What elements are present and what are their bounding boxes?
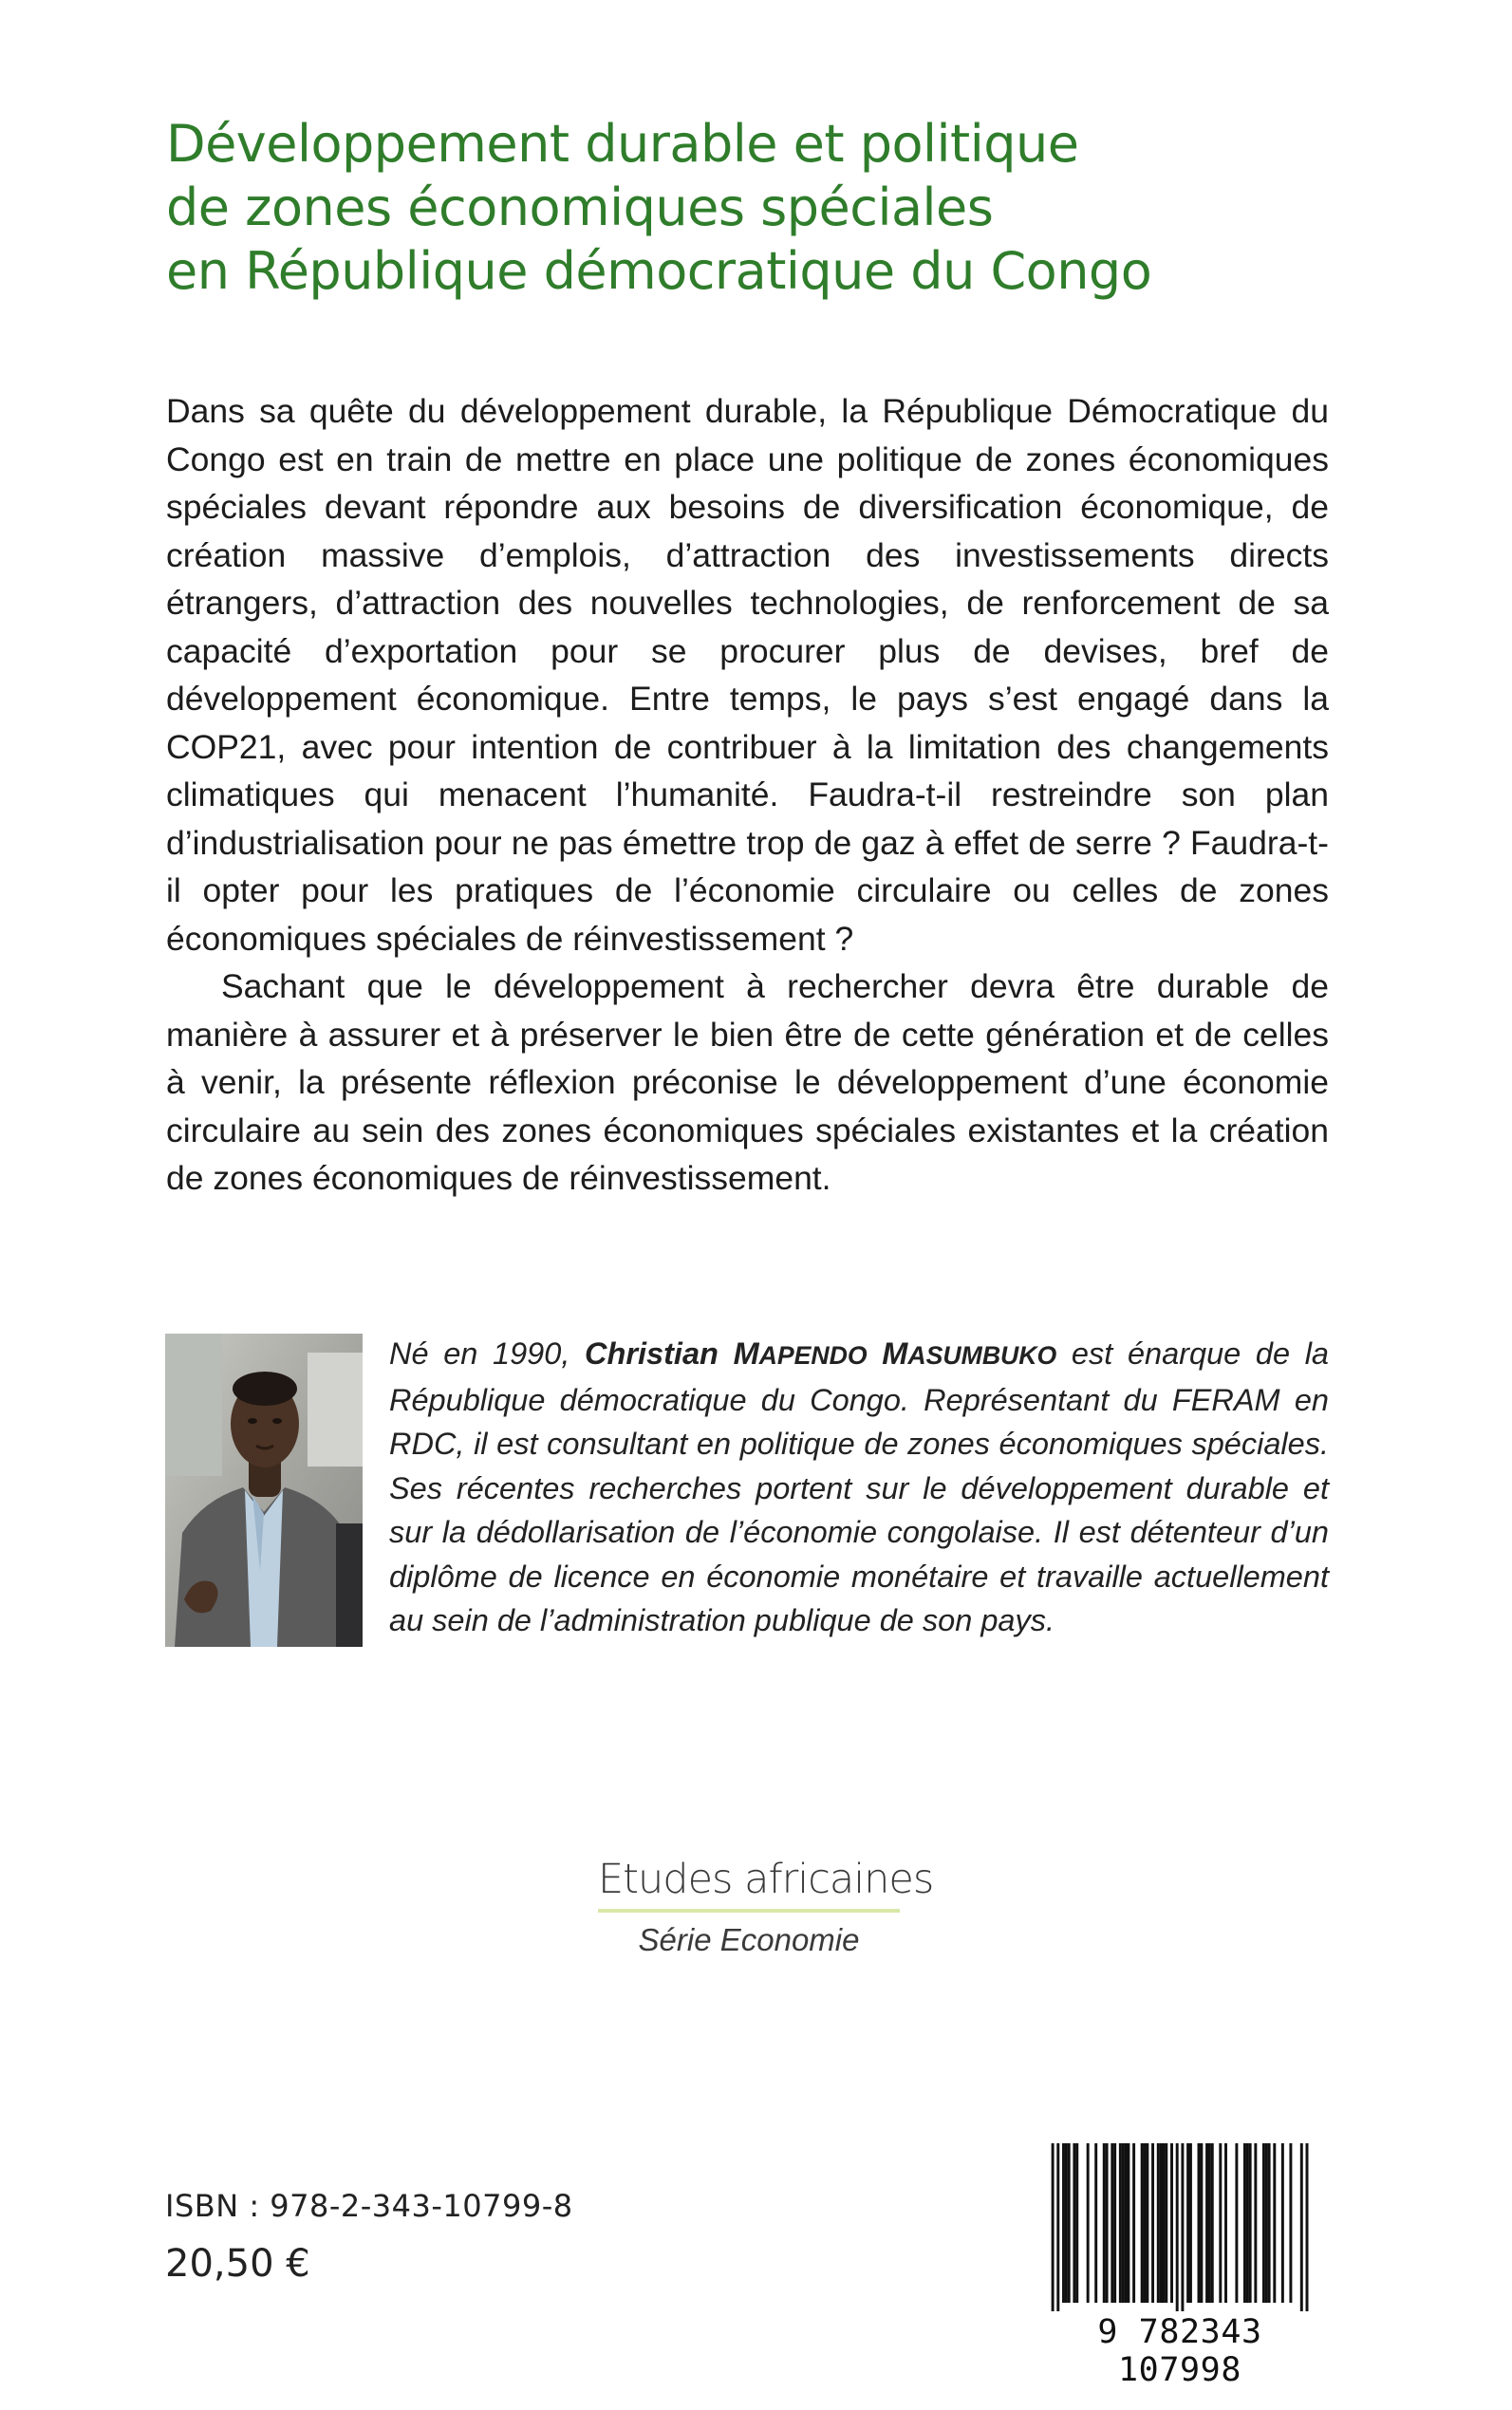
barcode-bar <box>1160 2143 1163 2303</box>
barcode-bar <box>1281 2143 1284 2303</box>
author-portrait-image <box>165 1334 363 1647</box>
barcode-bar <box>1119 2143 1122 2303</box>
barcode-bar <box>1157 2143 1160 2303</box>
barcode-bar <box>1127 2143 1129 2303</box>
barcode-bar <box>1249 2143 1252 2303</box>
barcode-bar <box>1246 2143 1249 2303</box>
author-surname-2-rest: ASUMBUKO <box>907 1341 1057 1370</box>
series-block <box>598 1856 934 1958</box>
barcode-bar <box>1289 2143 1292 2303</box>
barcode-bar <box>1103 2143 1106 2303</box>
barcode-bar <box>1087 2143 1090 2303</box>
author-photo <box>165 1334 363 1647</box>
series-subtitle: Série Economie <box>638 1922 860 1957</box>
barcode-bar <box>1262 2143 1265 2303</box>
barcode-guard-bar <box>1176 2143 1179 2311</box>
barcode-bars <box>1035 2136 1325 2311</box>
barcode-bar <box>1208 2143 1211 2303</box>
barcode <box>1035 2136 1325 2389</box>
barcode-bar <box>1265 2143 1268 2303</box>
barcode-bar <box>1144 2143 1147 2303</box>
barcode-bar <box>1235 2143 1238 2303</box>
summary-paragraph: Sachant que le développement à rechercher devra être durable de manière à assurer et à préserver le bien être de cette génération et de celles à venir, la présente réflexion préconise le développement d’une économie circulaire au sein des zones économiques spéciales existantes et la création de zones économiques de réinvestissement. <box>166 967 1329 1197</box>
series-name: Etudes africaines <box>598 1856 900 1913</box>
author-bio-paragraph <box>389 1332 1329 1643</box>
barcode-guard-bar <box>1306 2143 1309 2311</box>
barcode-bar <box>1111 2143 1113 2303</box>
author-surname-1-initial: M <box>733 1336 759 1371</box>
price: 20,50 € <box>165 2242 310 2286</box>
barcode-bar <box>1106 2143 1109 2303</box>
barcode-bar <box>1068 2143 1071 2303</box>
barcode-bar <box>1273 2143 1276 2303</box>
barcode-bar <box>1122 2143 1125 2303</box>
author-bio-intro: Né en 1990, <box>389 1336 586 1371</box>
barcode-bar <box>1151 2143 1154 2303</box>
barcode-guard-bar <box>1052 2143 1055 2311</box>
barcode-bar <box>1162 2143 1165 2303</box>
barcode-bar <box>1219 2143 1222 2303</box>
title-line: de zones économiques spéciales <box>166 177 994 237</box>
title-line: en République démocratique du Congo <box>166 241 1152 301</box>
barcode-bar <box>1186 2143 1189 2303</box>
author-first-name: Christian <box>585 1336 734 1371</box>
barcode-bar <box>1073 2143 1075 2303</box>
barcode-bar <box>1268 2143 1271 2303</box>
barcode-bar <box>1146 2143 1148 2303</box>
author-bio-text: est énarque de la République démocratique du Congo. Représentant du FERAM en RDC, il est consultant en politique de zones économiques spéciales. Ses récentes recherches portent sur le développement durable et sur la dédollarisation de l’économie congolaise. Il est détenteur d’un diplôme de licence en économie monétaire et travaille actuellement au sein de l’administration publique de son pays. <box>389 1336 1329 1637</box>
barcode-bar <box>1211 2143 1214 2303</box>
barcode-bar <box>1132 2143 1135 2303</box>
barcode-bar <box>1198 2143 1201 2303</box>
author-biography <box>389 1332 1329 1643</box>
isbn: ISBN : 978-2-343-10799-8 <box>165 2188 573 2224</box>
barcode-bar <box>1141 2143 1144 2303</box>
barcode-bar <box>1224 2143 1227 2303</box>
barcode-bar <box>1065 2143 1068 2303</box>
barcode-guard-bar <box>1056 2143 1059 2311</box>
barcode-bar <box>1165 2143 1167 2303</box>
barcode-bar <box>1243 2143 1246 2303</box>
barcode-bar <box>1125 2143 1128 2303</box>
author-name <box>585 1336 1056 1371</box>
barcode-bar <box>1189 2143 1192 2303</box>
barcode-bar <box>1094 2143 1097 2303</box>
barcode-bar <box>1205 2143 1208 2303</box>
title-line: Développement durable et politique <box>166 114 1079 174</box>
barcode-bar <box>1113 2143 1116 2303</box>
barcode-guard-bar <box>1300 2143 1303 2311</box>
barcode-bar <box>1254 2143 1257 2303</box>
book-title <box>166 112 1362 303</box>
barcode-bar <box>1170 2143 1173 2303</box>
author-surname-2-initial: M <box>882 1336 908 1371</box>
barcode-bar <box>1075 2143 1078 2303</box>
barcode-bar <box>1200 2143 1203 2303</box>
barcode-guard-bar <box>1181 2143 1184 2311</box>
book-summary <box>166 387 1329 1203</box>
barcode-bar <box>1062 2143 1065 2303</box>
summary-paragraph: Dans sa quête du développement durable, la République Démocratique du Congo est en train de mettre en place une politique de zones économiques spéciales devant répondre aux besoins de diversification économique, de création massive d’emplois, d’attraction des investissements directs étrangers, d’attraction des nouvelles technologies, de renforcement de sa capacité d’exportation pour se procurer plus de devises, bref de développement économique. Entre temps, le pays s’est engagé dans la COP21, avec pour intention de contribuer à la limitation des changements climatiques qui menacent l’humanité. Faudra-t-il restreindre son plan d’industrialisation pour ne pas émettre trop de gaz à effet de serre ? Faudra-t-il opter pour les pratiques de l’économie circulaire ou celles de zones économiques spéciales de réinvestissement ? <box>166 392 1329 958</box>
barcode-digits: 9 782343 107998 <box>1097 2313 1262 2389</box>
author-surname-1-rest: APENDO <box>758 1341 868 1370</box>
